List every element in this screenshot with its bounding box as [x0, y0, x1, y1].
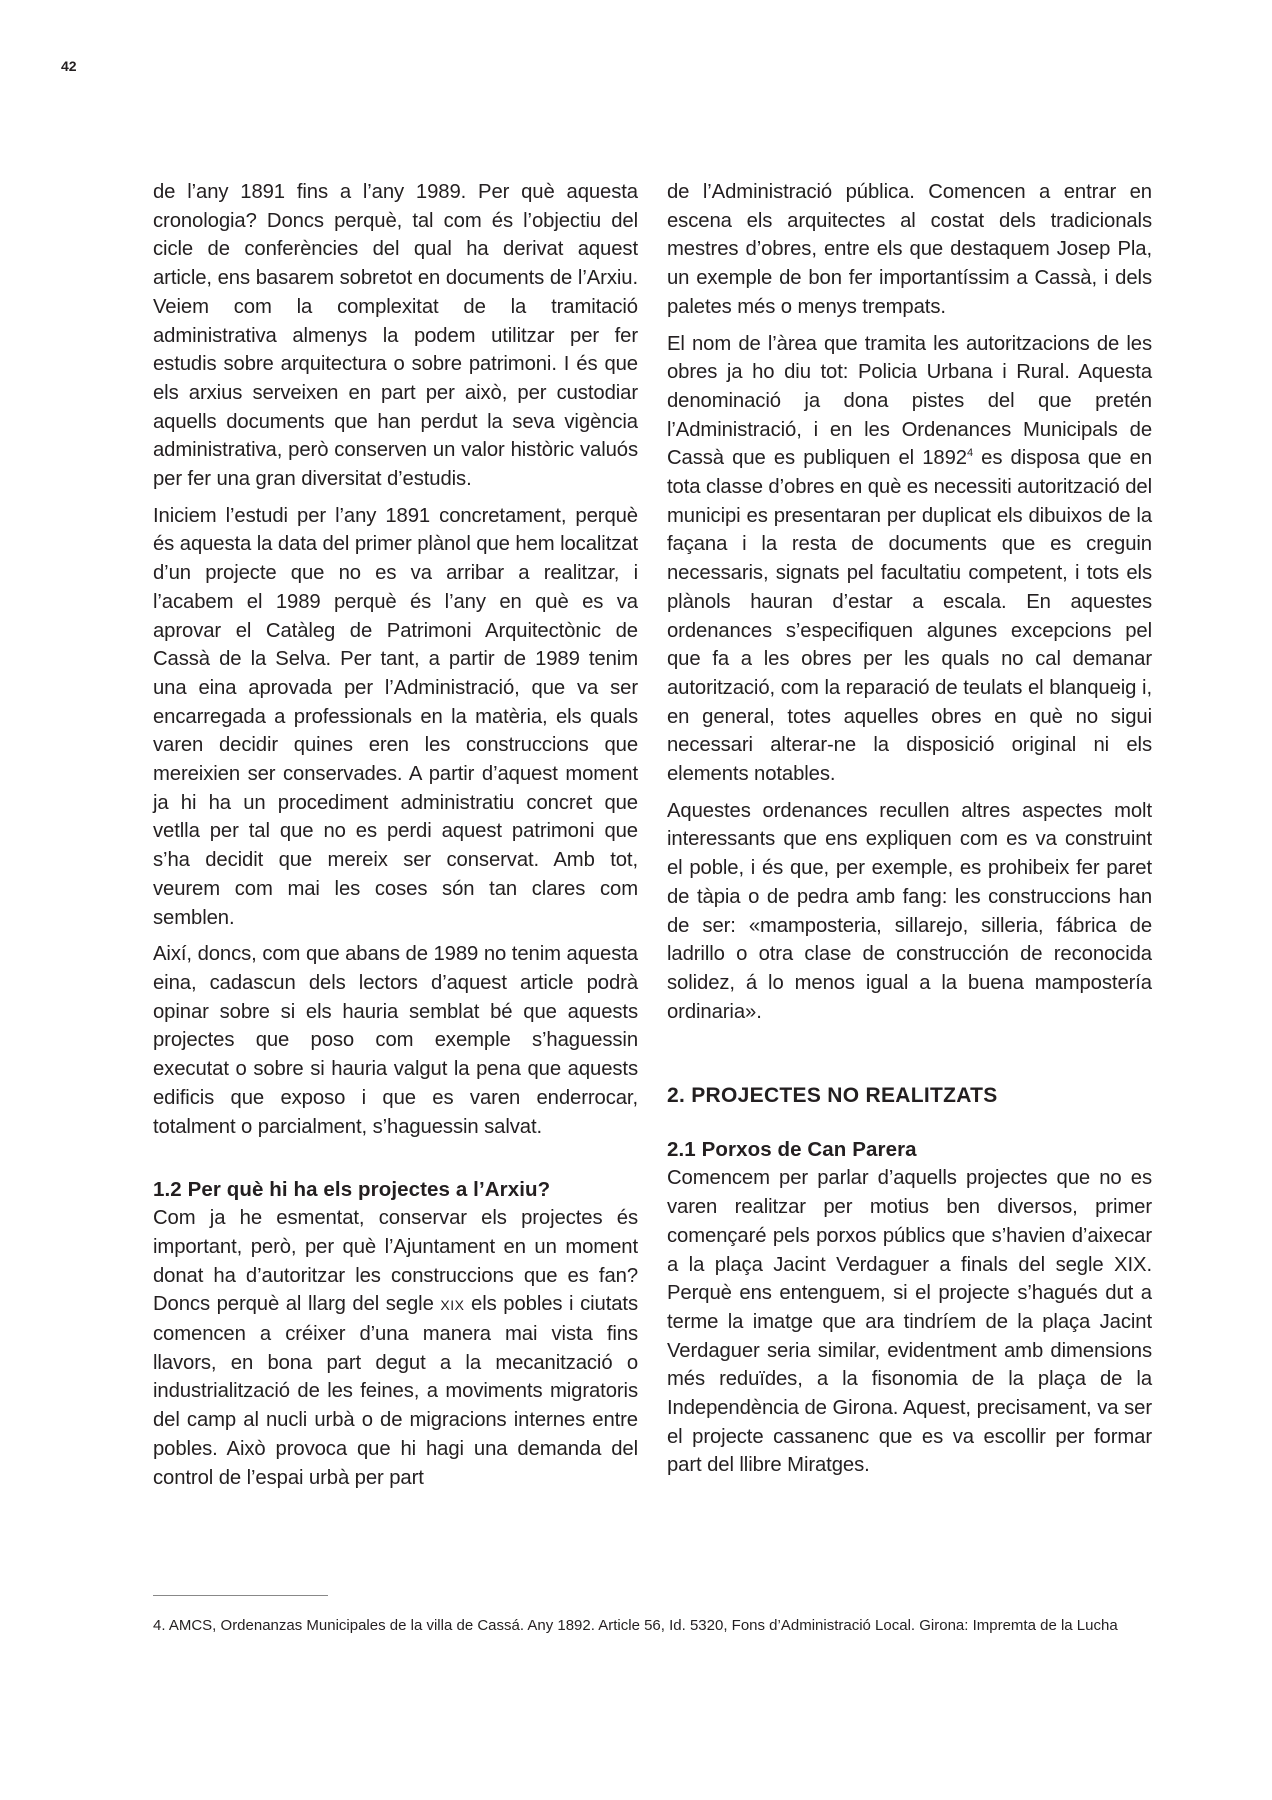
section-heading-2-1: 2.1 Porxos de Can Parera — [667, 1138, 917, 1162]
paragraph: Aquestes ordenances recullen altres aspectes molt interessants que ens expliquen com es va construint el poble, i és que, per exemple, es prohibeix fer paret de tàpia o de pedra amb fang: les construccions han de ser: «mamposteria, sillarejo, silleria, fábrica de ladrillo o otra clase de construcción de reconocida solidez, á lo menos igual a la buena mampostería ordinaria». — [667, 799, 1152, 1023]
paragraph-text: es disposa que en tota classe d’obres en què es necessiti autorització del municipi es presentaran per duplicat els dibuixos de la façana i la resta de documents que es creguin necessaris, signats pel facultatiu competent, i tots els plànols hauran d’estar a escala. En aquestes ordenances s’especifiquen algunes excepcions pel que fa a les obres per les quals no cal demanar autorització, com la reparació de teulats el blanqueig i, en general, totes aquelles obres en què no sigui necessari alterar-ne la disposició original ni els elements notables. — [667, 447, 1152, 786]
paragraph: Comencem per parlar d’aquells projectes que no es varen realitzar per motius ben diversos, primer començaré pels porxos públics que s’havien d’aixecar a la plaça Jacint Verdaguer a finals del segle XIX. Perquè ens entenguem, si el projecte s’hagués dut a terme la imatge que ara tindríem de la plaça Jacint Verdaguer seria similar, evidentment amb dimensions més reduïdes, a la fisonomia de la plaça de la Independència de Girona. Aquest, precisament, va ser el projecte cassanenc que es va escollir per formar part del llibre Miratges. — [667, 1167, 1152, 1477]
paragraph-text: Com ja he esmentat, conservar els projectes és important, però, per què l’Ajuntament en un moment donat ha d’autoritzar les construccions que es fan? Doncs perquè al llarg del segle — [153, 1207, 638, 1316]
footnote-reference[interactable]: 4 — [966, 447, 973, 460]
spacer — [153, 1149, 638, 1176]
footnote-divider — [153, 1595, 328, 1596]
paragraph-text: El nom de l’àrea que tramita les autoritzacions de les obres ja ho diu tot: Policia Urbana i Rural. Aquesta denominació ja dona pistes del que pretén l’Administració, i en les Ordenances Municipals de Cassà que es publiquen el 1892 — [667, 332, 1152, 470]
section-heading-2: 2. PROJECTES NO REALITZATS — [667, 1084, 998, 1108]
paragraph: de l’Administració pública. Comencen a entrar en escena els arquitectes al costat dels tradicionals mestres d’obres, entre els que destaquem Josep Pla, un exemple de bon fer importantíssim a Cassà, i dels paletes més o menys trempats. — [667, 181, 1152, 318]
paragraph: de l’any 1891 fins a l’any 1989. Per què aquesta cronologia? Doncs perquè, tal com és l’objectiu del cicle de conferències del qual ha derivat aquest article, ens basarem sobretot en documents de l’Arxiu. Veiem com la complexitat de la tramitació administrativa almenys la podem utilitzar per fer estudis sobre arquitectura o sobre patrimoni. I és que els arxius serveixen en part per això, per custodiar aquells documents que han perdut la seva vigència administrativa, però conserven un valor històric valuós per fer una gran diversitat d’estudis. — [153, 181, 638, 491]
paragraph — [153, 1204, 638, 1492]
spacer — [667, 1034, 1152, 1082]
right-column — [667, 178, 1152, 1488]
left-column — [153, 178, 638, 1500]
section-heading-1-2: 1.2 Per què hi ha els projectes a l’Arxiu? — [153, 1178, 551, 1202]
paragraph: Així, doncs, com que abans de 1989 no tenim aquesta eina, cadascun dels lectors d’aquest article podrà opinar sobre si els hauria semblat bé que aquests projectes que poso com exemple s’haguessin executat o sobre si hauria valgut la pena que aquests edificis que exposo i que es varen enderrocar, totalment o parcialment, s’haguessin salvat. — [153, 943, 638, 1138]
footnote: 4. AMCS, Ordenanzas Municipales de la villa de Cassá. Any 1892. Article 56, Id. 5320, Fons d’Administració Local. Girona: Impremta de la Lucha — [153, 1617, 1118, 1634]
paragraph: Iniciem l’estudi per l’any 1891 concretament, perquè és aquesta la data del primer plànol que hem localitzat d’un projecte que no es va arribar a realitzar, i l’acabem el 1989 perquè és l’any en què es va aprovar el Catàleg de Patrimoni Arquitectònic de Cassà de la Selva. Per tant, a partir de 1989 tenim una eina aprovada per l’Administració, que va ser encarregada a professionals en la matèria, els quals varen decidir quines eren les construccions que mereixien ser conservades. A partir d’aquest moment ja hi ha un procediment administratiu concret que vetlla per tal que no es perdi aquest patrimoni que s’ha decidit que mereix ser conservat. Amb tot, veurem com mai les coses són tan clares com semblen. — [153, 504, 638, 929]
page-number: 42 — [61, 58, 77, 74]
paragraph — [667, 330, 1152, 789]
paragraph-text: els pobles i ciutats comencen a créixer d’una manera mai vista fins llavors, en bona part degut a la mecanització o industrialització de les feines, a moviments migratoris del camp al nucli urbà o de migracions internes entre pobles. Això provoca que hi hagi una demanda del control de l’espai urbà per part — [153, 1293, 638, 1489]
spacer — [667, 1110, 1152, 1136]
century-smallcaps: XIX — [440, 1297, 465, 1314]
